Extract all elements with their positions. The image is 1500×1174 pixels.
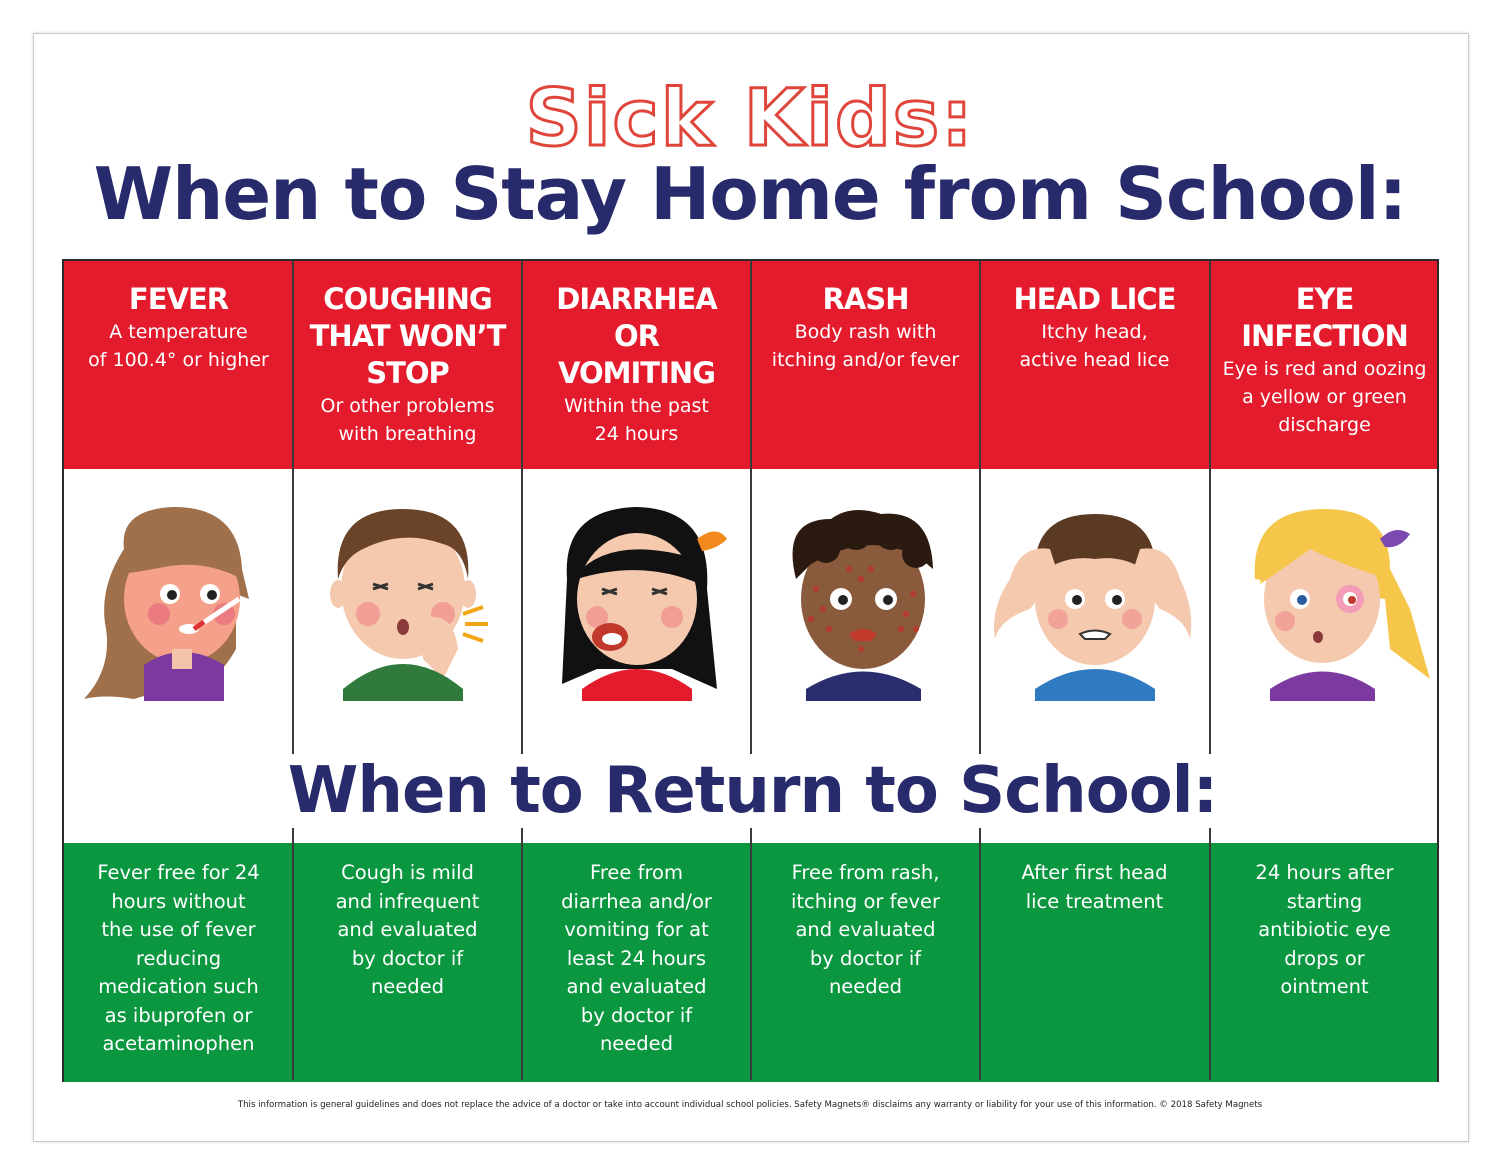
symptom-detail: Body rash with itching and/or fever (771, 321, 960, 371)
symptom-detail: A temperature of 100.4° or higher (88, 321, 269, 371)
poster-title: When to Stay Home from School: (93, 152, 1407, 236)
return-criteria-fever: Fever free for 24 hours without the use of fever reducing medication such as ibuprofen or acetaminophen (97, 861, 260, 1055)
boy-with-rash-icon (751, 489, 980, 701)
symptom-diarrhea-vomiting (522, 281, 751, 448)
symptom-heading: RASH (822, 282, 909, 316)
symptom-heading: FEVER (128, 282, 229, 316)
symptom-detail: Eye is red and oozing a yellow or green discharge (1222, 358, 1427, 436)
symptom-eye-infection (1210, 281, 1439, 439)
symptom-detail: Or other problems with breathing (320, 395, 495, 445)
symptom-grid (62, 259, 1439, 1082)
return-criteria-head-lice: After first head lice treatment (1021, 861, 1168, 913)
symptom-heading: HEAD LICE (1013, 282, 1176, 316)
return-criteria-eye-infection: 24 hours after starting antibiotic eye drops or ointment (1255, 861, 1394, 998)
symptom-heading: DIARRHEA OR VOMITING (556, 282, 717, 390)
symptom-head-lice (980, 281, 1209, 374)
symptom-detail: Within the past 24 hours (564, 395, 709, 445)
poster-kicker: Sick Kids: (525, 74, 975, 164)
symptom-heading: COUGHING THAT WON’T STOP (309, 282, 506, 390)
return-section-title (64, 753, 1441, 829)
girl-with-fever-thermometer-icon (64, 489, 293, 701)
boy-scratching-head-icon (980, 489, 1209, 701)
footer-disclaimer: This information is general guidelines and does not replace the advice of a doctor or take into account individual school policies. Safety Magnets® disclaims any warranty or liability for your use of this information. © 2018 Safety Magnets (237, 1100, 1263, 1110)
symptom-fever (64, 281, 293, 374)
symptom-coughing (293, 281, 522, 448)
girl-vomiting-icon (522, 489, 751, 701)
boy-coughing-icon (293, 489, 522, 701)
return-criteria-diarrhea-vomiting: Free from diarrhea and/or vomiting for at least 24 hours and evaluated by doctor if needed (561, 861, 712, 1055)
symptom-detail: Itchy head, active head lice (1019, 321, 1170, 371)
symptom-rash (751, 281, 980, 374)
return-criteria-coughing: Cough is mild and infrequent and evaluated by doctor if needed (335, 861, 480, 998)
return-section-title-text: When to Return to School: (276, 754, 1229, 828)
symptom-heading: EYE INFECTION (1241, 282, 1408, 353)
girl-with-eye-infection-icon (1210, 489, 1439, 701)
return-criteria-rash: Free from rash, itching or fever and evaluated by doctor if needed (790, 861, 941, 998)
